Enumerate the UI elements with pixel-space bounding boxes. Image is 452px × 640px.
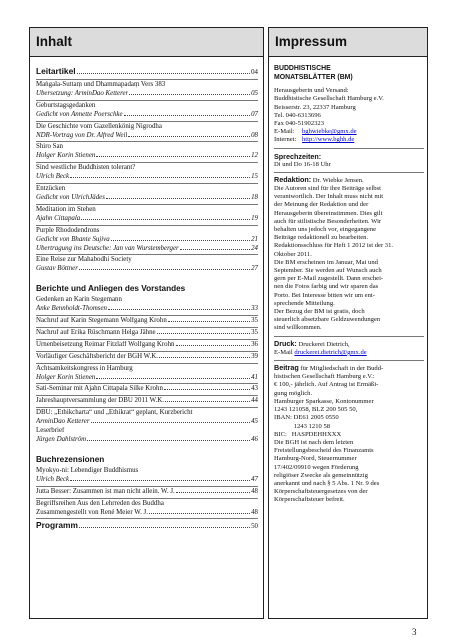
bm-text: gern per E-Mail zugestellt. Dann erschei- [274,275,384,283]
magazine-title-line: BUDDHISTISCHE [274,65,331,72]
bm-text: sprechende Mitteilung. [274,299,335,307]
toc-entry[interactable]: Shiro San Holger Korin Stienen 12 [36,143,258,160]
toc-entry[interactable]: Gedenken an Karin Stegemann Anke Bennholdt-Thomsen 33 [36,296,258,313]
beitrag-text: Körperschaftsteuer befreit. [274,496,345,504]
impressum-title: Impressum [275,34,348,49]
toc-entry[interactable]: Jutta Besser: Zusammen ist man nicht allein. W. J. 48 [36,487,258,495]
sprechzeiten-value: Di und Do 16-18 Uhr [274,160,331,168]
beitrag-text: 17/402/09910 wegen Förderung [274,463,359,471]
redaktion-text: Redaktionsschluss für Heft 1 2012 ist der 31. [274,242,394,250]
internet-row: Internet: http://www.bghh.de [274,136,355,144]
toc-panel [29,27,264,619]
druck-email-link[interactable]: druckerei.dietrich@gmx.de [294,348,367,356]
toc-title: Inhalt [36,34,72,49]
toc-entry[interactable]: Sati-Seminar mit Ajahn Cittapala Silke Krohn 43 [36,385,258,393]
toc-entry[interactable]: DBU: „Ethikcharta“ und „Ethikrat“ geplant, Kurzbericht ArminDao Ketterer 45 [36,409,258,426]
redaktion-text: Oktober 2011. [274,250,312,258]
beitrag-text: anerkannt und nach § 5 Abs. 1 Nr. 9 des [274,479,380,487]
sprechzeiten-label: Sprechzeiten: [274,151,322,161]
toc-entry[interactable]: Eine Reise zur Mahabodhi Society Gustav Böttner 27 [36,256,258,273]
toc-entry[interactable]: Vorläufiger Geschäftsbericht der BGH W.K. 39 [36,352,258,360]
redaktion-text: auch für stilistische Besonderheiten. Wir [274,217,382,225]
section-rezensionen-heading: Buchrezensionen [36,454,105,464]
redaktion-name: Dr. Wiebke Jensen. [312,176,364,184]
toc-entry[interactable]: Urnenbeisetzung Reimar Fitzlaff Wolfgang Krohn 36 [36,340,258,348]
toc-entry[interactable]: Geburtstagsgedanken Gedicht von Annette Poerschke 07 [36,101,258,118]
page-number: 3 [412,627,417,637]
bm-text: Porto. Bei Interesse bitten wir um ent- [274,291,375,299]
publisher-line: Herausgeberin und Versand: [274,87,349,95]
redaktion-text: der Meinung der Redaktion und der [274,201,369,209]
toc-entry[interactable]: Entzücken Gedicht von UlrichJädes 18 [36,185,258,201]
toc-entry[interactable]: Purple Rhododendrons Gedicht von Bhante Sujiva 21 Übertragung ins Deutsche: Jan van Wurstemberger 24 [36,226,258,252]
druck-name: Druckerei Dietrich, [298,340,350,348]
toc-entry[interactable]: Die Geschichte vom Gazellenkönig Nigrodha NDR-Vortrag von Dr. Alfred Weil 08 [36,122,258,139]
druck-email-prefix: E-Mail [274,348,293,356]
publisher-line: Fax 040-51902323 [274,120,325,127]
publisher-line: Beisserstr. 23, 22337 Hamburg [274,103,356,111]
beitrag-text: Freistellungsbescheid des Finanzamts [274,447,374,455]
beitrag-text: für Mitgliedschaft in der Budd- [300,365,384,373]
redaktion-text: Die Autoren sind für ihre Beiträge selbst [274,185,381,193]
beitrag-label: Beitrag [274,364,299,373]
redaktion-text: Herausgeberin übereinstimmen. Dies gilt [274,209,383,217]
toc-entry[interactable]: Sind westliche Buddhisten tolerant? Ulrich Beck 15 [36,164,258,181]
email-link[interactable]: bghwiebke@gmx.de [302,128,357,136]
toc-entry[interactable]: Leserbrief Jürgen Dahlström 46 [36,427,258,443]
beitrag-text: Die BGH ist nach dem letzten [274,438,354,446]
bm-text: steuerlich absetzbare Geldzuwendungen [274,316,381,324]
toc-entry[interactable]: Begriffsreihen Aus den Lehrreden des Buddha Zusammengestellt von René Meier W. J. 48 [36,499,258,516]
beitrag-text: gung möglich. [274,389,313,397]
redaktion-label: Redaktion: [274,175,312,184]
bm-text: sind willkommen. [274,324,322,332]
website-link[interactable]: http://www.bghh.de [302,136,355,144]
redaktion-text: Beiträge redaktionell zu bearbeiten. [274,234,369,242]
toc-entry[interactable]: Jahreshauptversammlung der DBU 2011 W.K. 44 [36,397,258,405]
toc-entry[interactable]: Achtsamkeitskongress in Hamburg Holger Korin Stienen 41 [36,364,258,381]
magazine-title-line: MONATSBLÄTTER (BM) [274,73,353,81]
toc-leitartikel[interactable]: Leitartikel 04 [36,66,258,76]
toc-entry[interactable]: Meditation im Stehen Ajahn Cittapala 19 [36,205,258,222]
toc-header-band [30,28,263,57]
beitrag-text: IBAN: DE61 2005 0550 [274,414,339,422]
email-row: E-Mail: bghwiebke@gmx.de [274,128,357,136]
beitrag-text: Hamburger Sparkasse, Kontonummer [274,397,374,405]
section-berichte-heading: Berichte und Anliegen des Vorstandes [36,284,186,294]
toc-programm[interactable]: Programm 50 [36,520,258,531]
bm-text: September. Sie werden auf Wunsch auch [274,267,382,275]
bm-text: Die BM erscheinen im Januar, Mai und [274,258,378,266]
toc-entry[interactable]: Nachruf auf Erika Rüschmann Helga Jähne 35 [36,328,258,336]
publisher-line: Buddhistische Gesellschaft Hamburg e.V. [274,95,384,103]
beitrag-text: 1243 121058, BLZ 200 505 50, [274,406,358,414]
redaktion-text: behalten uns jedoch vor, eingegangene [274,226,377,234]
beitrag-text: Hamburg-Nord, Steuernummer [274,455,357,463]
beitrag-text: 1243 1210 58 [274,422,331,430]
redaktion-text: verantwortlich. Der Inhalt muss nicht mit [274,193,384,201]
publisher-line: Tel. 040-6313696 [274,111,321,119]
beitrag-text: histischen Gesellschaft Hamburg e.V.: [274,373,375,381]
table-of-contents [36,66,258,532]
beitrag-text: religiöser Zwecke als gemeinnützig [274,471,368,479]
impressum-header-band [269,28,427,57]
bm-text: nen die Fotos farbig und wir sparen das [274,283,379,291]
beitrag-text: Körperschaftsteuergesetzes von der [274,488,368,496]
toc-entry[interactable]: Maṅgala-Suttaṃ und Dhammapadaṃ Vers 383 Übersetzung: ArminDao Ketterer 05 [36,81,258,97]
toc-entry[interactable]: Nachruf auf Karin Stegemann Wolfgang Krohn 35 [36,317,258,325]
bm-text: Der Bezug der BM ist gratis, doch [274,308,365,316]
druck-label: Druck: [274,339,297,348]
beitrag-text: BIC: HASPDEHHXXX [274,430,342,438]
toc-entry[interactable]: Myokyo-ni: Lebendiger Buddhismus Ulrich Beck 47 [36,466,258,483]
impressum-content [274,65,424,505]
impressum-panel [268,27,428,619]
beitrag-text: € 100,- jährlich. Auf Antrag ist Ermäßi- [274,381,379,389]
